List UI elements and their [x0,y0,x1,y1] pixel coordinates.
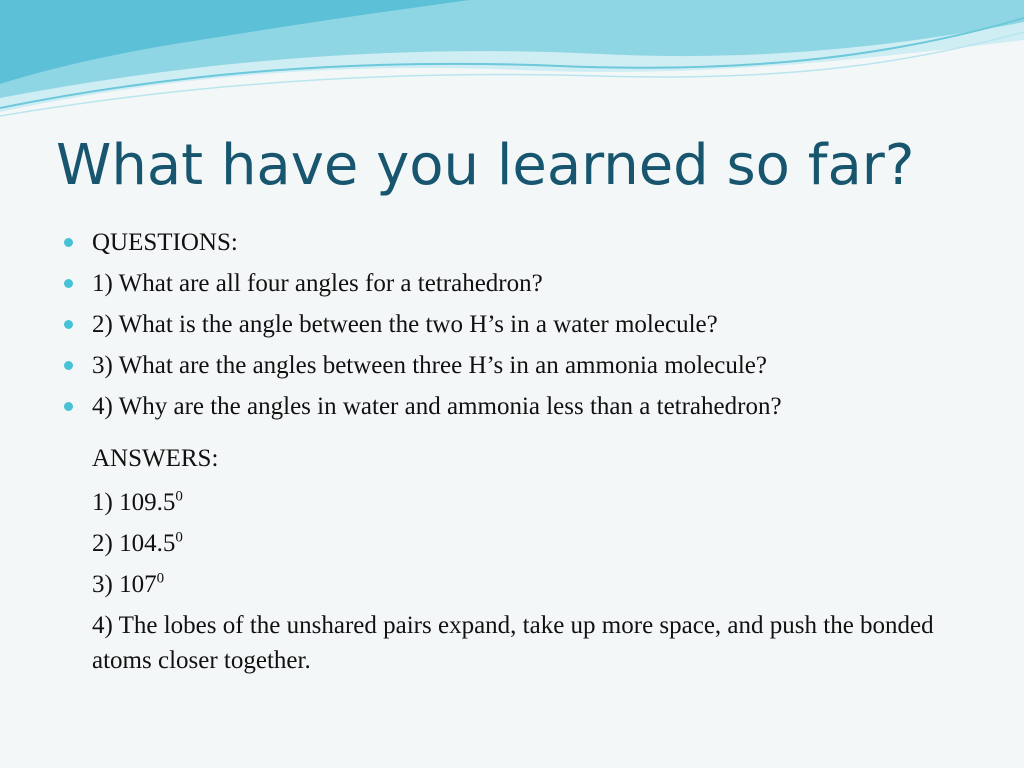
header-wave-decoration [0,0,1024,120]
list-item [92,345,972,386]
degree-superscript: 0 [175,488,183,505]
slide-body [92,222,972,678]
list-item [92,386,972,427]
questions-list [92,222,972,427]
answer-text: 1) 109.5 [92,489,176,516]
questions-heading: QUESTIONS: [92,229,238,256]
list-item [92,304,972,345]
slide-title: What have you learned so far? [56,133,915,198]
bullet-icon [64,320,73,329]
answer-line [92,482,972,523]
bullet-icon [64,402,73,411]
list-item [92,222,972,263]
degree-superscript: 0 [156,570,165,587]
answer-text: 2) 104.5 [92,530,176,557]
answers-heading: ANSWERS: [92,445,219,472]
answer-line [92,564,972,605]
answer-line [92,523,972,564]
question-text: 3) What are the angles between three H’s in an ammonia molecule? [92,352,767,379]
answer-text: 4) The lobes of the unshared pairs expand, take up more space, and push the bonded atoms closer together. [92,612,934,674]
bullet-icon [64,238,73,247]
degree-superscript: 0 [175,529,183,546]
question-text: 2) What is the angle between the two H’s in a water molecule? [92,311,718,338]
bullet-icon [64,279,73,288]
question-text: 1) What are all four angles for a tetrahedron? [92,270,543,297]
answer-line [92,605,972,678]
answer-text: 3) 107 [92,571,157,598]
question-text: 4) Why are the angles in water and ammonia less than a tetrahedron? [92,393,782,420]
list-item [92,263,972,304]
bullet-icon [64,361,73,370]
